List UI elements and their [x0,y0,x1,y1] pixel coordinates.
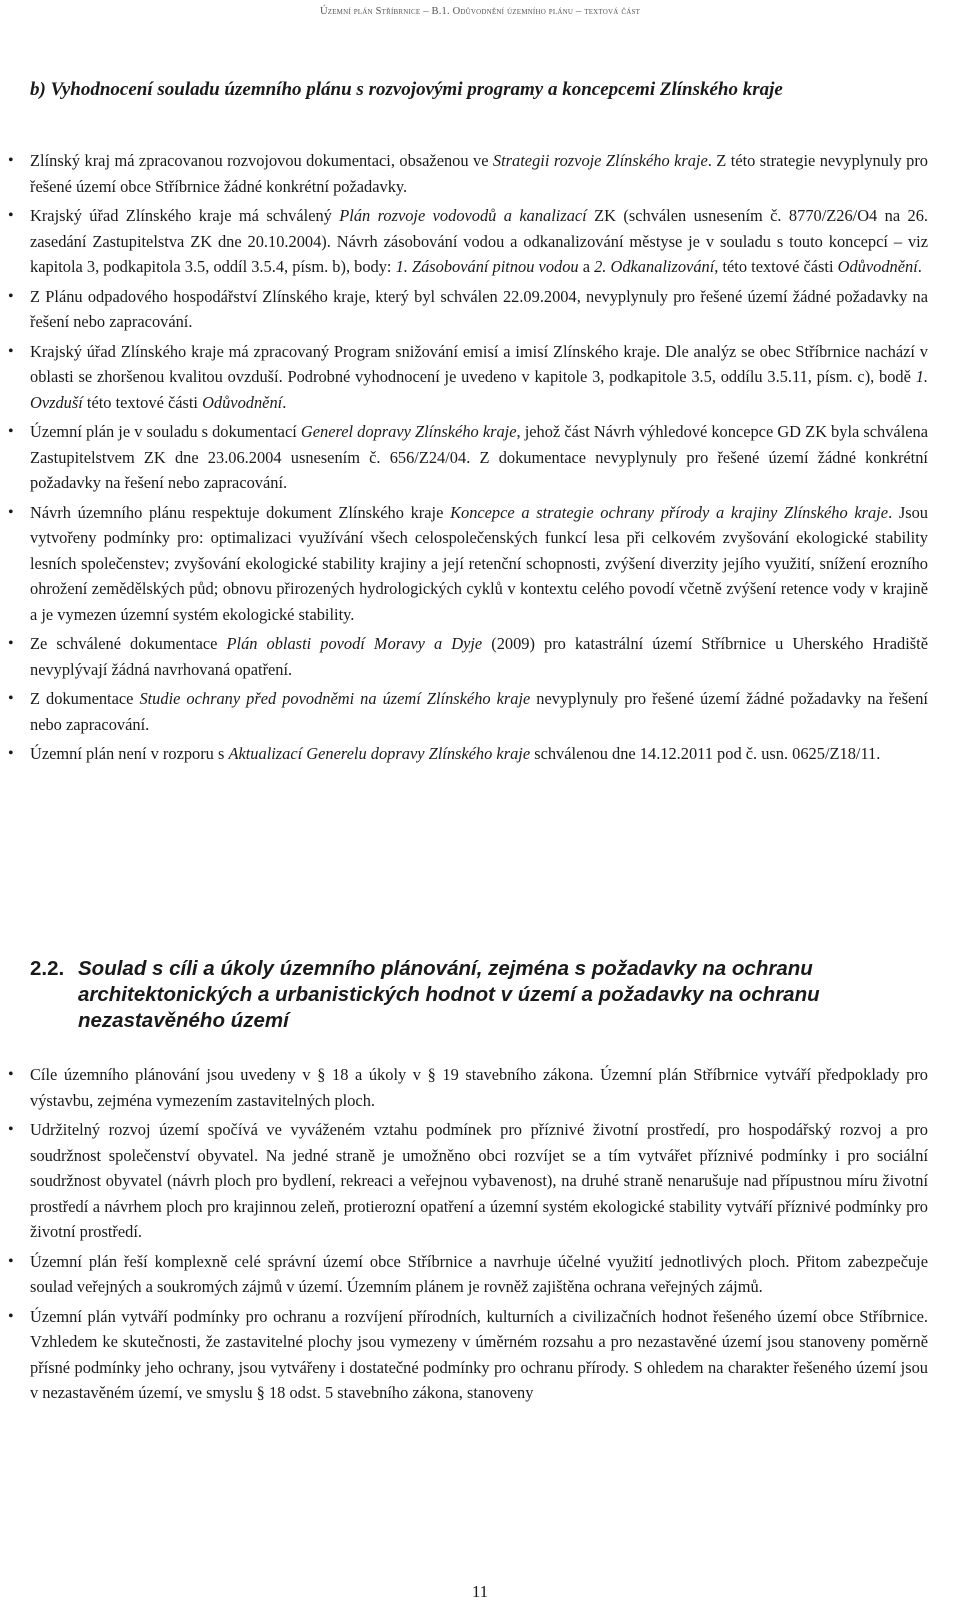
list-item: • Územní plán je v souladu s dokumentací Generel dopravy Zlínského kraje, jehož část Návrh výhledové koncepce GD ZK byla schválena Zastupitelstvem ZK dne 23.06.2004 usnesením č. 656/Z24/04. Z dokumentace nevyplynuly pro řešené území žádné konkrétní požadavky na řešení nebo zapracování. [30,419,928,496]
list-item: • Ze schválené dokumentace Plán oblasti povodí Moravy a Dyje (2009) pro katastrální území Stříbrnice u Uherského Hradiště nevyplývají žádná navrhovaná opatření. [30,631,928,682]
list-item: • Z Plánu odpadového hospodářství Zlínského kraje, který byl schválen 22.09.2004, nevyplynuly pro řešené území žádné požadavky na řešení nebo zapracování. [30,284,928,335]
section-number: 2.2. [30,957,65,980]
list-item: • Územní plán vytváří podmínky pro ochranu a rozvíjení přírodních, kulturních a civilizačních hodnot řešeného území obce Stříbrnice. Vzhledem ke skutečnosti, že zastavitelné plochy jsou vymezeny v úměrném rozsahu a pro nezastavěné území jsou stanoveny poměrně přísné podmínky jeho ochrany, jsou vytvářeny i dostatečné podmínky pro ochranu přírody. S ohledem na charakter řešeného území jsou v nezastavěném území, ve smyslu § 18 odst. 5 stavebního zákona, stanoveny [30,1304,928,1406]
list-item: • Zlínský kraj má zpracovanou rozvojovou dokumentaci, obsaženou ve Strategii rozvoje Zlínského kraje. Z této strategie nevyplynuly pro řešené území obce Stříbrnice žádné konkrétní požadavky. [30,148,928,199]
page-number: 11 [471,1582,489,1601]
list-item: • Návrh územního plánu respektuje dokument Zlínského kraje Koncepce a strategie ochrany přírody a krajiny Zlínského kraje. Jsou vytvořeny podmínky pro: optimalizaci využívání všech celospolečenských funkcí lesa při celkovém zvyšování ekologické stability lesních společenstev; zvyšování ekologické stability krajiny a její retenční schopnosti, zvýšení diverzity jejího využití, snížení erozního ohrožení zemědělských půd; obnovu přirozených hydrologických cyklů v kontextu celého povodí včetně zvýšení retence vody v krajině a je vymezen územní systém ekologické stability. [30,500,928,628]
list-item: • Územní plán není v rozporu s Aktualizací Generelu dopravy Zlínského kraje schválenou dne 14.12.2011 pod č. usn. 0625/Z18/11. [30,741,928,767]
list-item: • Krajský úřad Zlínského kraje má schválený Plán rozvoje vodovodů a kanalizací ZK (schválen usnesením č. 8770/Z26/O4 na 26. zasedání Zastupitelstva ZK dne 20.10.2004). Návrh zásobování vodou a odkanalizování městyse je v souladu s touto koncepcí – viz kapitola 3, podkapitola 3.5, oddíl 3.5.4, písm. b), body: 1. Zásobování pitnou vodou a 2. Odkanalizování, této textové části Odůvodnění. [30,203,928,280]
running-header: Územní plán Stříbrnice – B.1. Odůvodnění územního plánu – textová část [319,6,641,17]
section-b-heading: b) Vyhodnocení souladu územního plánu s rozvojovými programy a koncepcemi Zlínského kraje [30,79,783,100]
list-item: • Z dokumentace Studie ochrany před povodněmi na území Zlínského kraje nevyplynuly pro řešené území žádné požadavky na řešení nebo zapracování. [30,686,928,737]
list-item: • Cíle územního plánování jsou uvedeny v § 18 a úkoly v § 19 stavebního zákona. Územní plán Stříbrnice vytváří předpoklady pro výstavbu, zejména vymezením zastavitelných ploch. [30,1062,928,1113]
programs-list [30,148,928,771]
list-item: • Územní plán řeší komplexně celé správní území obce Stříbrnice a navrhuje účelné využití jednotlivých ploch. Přitom zabezpečuje soulad veřejných a soukromých zájmů v území. Územním plánem je rovněž zajištěna ochrana veřejných zájmů. [30,1249,928,1300]
section-title: Soulad s cíli a úkoly územního plánování, zejména s požadavky na ochranu architektonických a urbanistických hodnot v území a požadavky na ochranu nezastavěného území [78,957,820,1032]
section-2-2-heading [30,956,930,1034]
goals-list [30,1062,928,1410]
list-item: • Krajský úřad Zlínského kraje má zpracovaný Program snižování emisí a imisí Zlínského kraje. Dle analýz se obec Stříbrnice nachází v oblasti se zhoršenou kvalitou ovzduší. Podrobné vyhodnocení je uvedeno v kapitole 3, podkapitole 3.5, oddílu 3.5.11, písm. c), bodě 1. Ovzduší této textové části Odůvodnění. [30,339,928,416]
list-item: • Udržitelný rozvoj území spočívá ve vyváženém vztahu podmínek pro příznivé životní prostředí, pro hospodářský rozvoj a pro soudržnost společenství obyvatel. Na jedné straně je umožněno obci rozvíjet se a tím vytvářet příznivé podmínky i pro sociální soudržnost obyvatel (návrh ploch pro bydlení, rekreaci a veřejnou vybavenost), na druhé straně nenarušuje nad přípustnou míru životní prostředí a návrhem ploch pro krajinnou zeleň, protierozní opatření a územní systém ekologické stability vytváří příznivé podmínky pro životní prostředí. [30,1117,928,1245]
